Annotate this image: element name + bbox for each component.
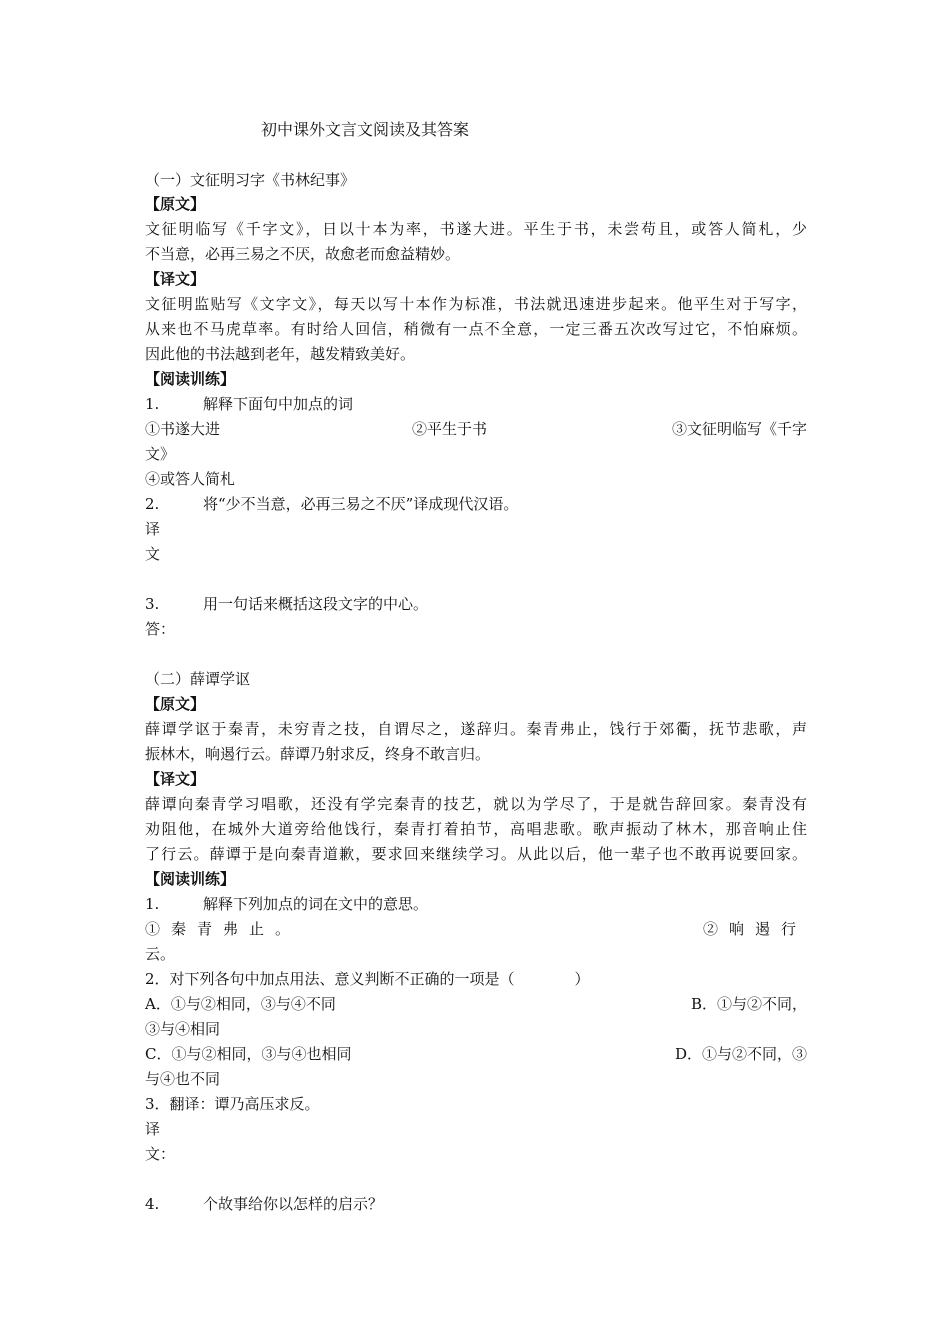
section1-translation-line3: 因此他的书法越到老年，越发精致美好。 xyxy=(145,345,416,363)
section2-translation-label: 【译文】 xyxy=(145,770,206,788)
s2-q1-item1: ①秦青弗止。 xyxy=(145,920,302,938)
s1-q1-item3-part1: ③文征明临写《千字 xyxy=(671,420,807,438)
s1-q2-number: 2. xyxy=(145,495,160,513)
section1-original-label: 【原文】 xyxy=(145,195,206,213)
s1-q1-number: 1. xyxy=(145,395,160,413)
section2-translation-line2: 劝阻他，在城外大道旁给他饯行，秦青打着拍节，高唱悲歌。歌声振动了林木，那音响止住 xyxy=(145,820,807,838)
s2-q2-option-d-part1: D．①与②不同，③ xyxy=(674,1045,807,1063)
s1-q2-text: 将“少不当意，必再三易之不厌”译成现代汉语。 xyxy=(203,495,519,513)
s2-q2-option-c: C．①与②相同，③与④也相同 xyxy=(145,1045,352,1063)
s2-q3-answer-label-1: 译 xyxy=(145,1120,161,1138)
s2-q2-option-a: A．①与②相同，③与④不同 xyxy=(145,995,336,1013)
s1-q1-text: 解释下面句中加点的词 xyxy=(203,395,354,413)
s2-q4-number: 4. xyxy=(145,1195,160,1213)
s2-q1-text: 解释下列加点的词在文中的意思。 xyxy=(203,895,429,913)
s2-q3-answer-label-2: 文： xyxy=(145,1145,176,1163)
section2-original-line2: 振林木，响遏行云。薛谭乃射求反，终身不敢言归。 xyxy=(145,745,491,763)
s1-q2-answer-label-1: 译 xyxy=(145,520,161,538)
section2-original-line1: 薛谭学讴于秦青，未穷青之技，自谓尽之，遂辞归。秦青弗止，饯行于郊衢，抚节悲歌，声 xyxy=(145,720,807,738)
section1-original-line2: 不当意，必再三易之不厌，故愈老而愈益精妙。 xyxy=(145,245,461,263)
section1-translation-line2: 从来也不马虎草率。有时给人回信，稍微有一点不全意，一定三番五次改写过它，不怕麻烦。 xyxy=(145,320,807,338)
s2-q2-option-d-part2: 与④也不同 xyxy=(145,1070,221,1088)
section1-original-line1: 文征明临写《千字文》，日以十本为率，书遂大进。平生于书，未尝苟且，或答人简札，少 xyxy=(145,220,807,238)
s2-q2-option-b-part2: ③与④相同 xyxy=(145,1020,221,1038)
section1-heading: （一）文征明习字《书林纪事》 xyxy=(145,171,356,189)
section1-training-label: 【阅读训练】 xyxy=(145,370,236,388)
section2-original-label: 【原文】 xyxy=(145,695,206,713)
section2-translation-line3: 了行云。薛谭于是向秦青道歉，要求回来继续学习。从此以后，他一辈子也不敢再说要回家。 xyxy=(145,845,807,863)
s2-q1-number: 1. xyxy=(145,895,160,913)
s1-q1-item3-part2: 文》 xyxy=(145,445,176,463)
section1-translation-label: 【译文】 xyxy=(145,270,206,288)
s1-q2-answer-label-2: 文 xyxy=(145,545,161,563)
s2-q3-text: 3．翻译：谭乃高压求反。 xyxy=(145,1095,320,1113)
s2-q2-text: 2．对下列各句中加点用法、意义判断不正确的一项是（ ） xyxy=(145,970,590,988)
s1-q1-item1: ①书遂大进 xyxy=(145,420,221,438)
s1-q1-item4: ④或答人简札 xyxy=(145,470,236,488)
section2-heading: （二）薛谭学讴 xyxy=(145,670,251,688)
section2-training-label: 【阅读训练】 xyxy=(145,870,236,888)
section1-translation-line1: 文征明监贴写《文字文》，每天以写十本作为标准，书法就迅速进步起来。他平生对于写字， xyxy=(145,295,807,313)
s2-q1-item2-part1: ②响遏行 xyxy=(702,920,807,938)
doc-title: 初中课外文言文阅读及其答案 xyxy=(261,120,470,139)
s1-q3-answer-label: 答： xyxy=(145,620,176,638)
s1-q3-number: 3. xyxy=(145,595,160,613)
section2-translation-line1: 薛谭向秦青学习唱歌，还没有学完秦青的技艺，就以为学尽了，于是就告辞回家。秦青没有 xyxy=(145,795,807,813)
s2-q1-item2-part2: 云。 xyxy=(145,945,176,963)
s1-q3-text: 用一句话来概括这段文字的中心。 xyxy=(203,595,429,613)
s2-q4-text: 个故事给你以怎样的启示？ xyxy=(203,1195,384,1213)
s1-q1-item2: ②平生于书 xyxy=(412,420,488,438)
s2-q2-option-b-part1: B．①与②不同， xyxy=(690,995,807,1013)
